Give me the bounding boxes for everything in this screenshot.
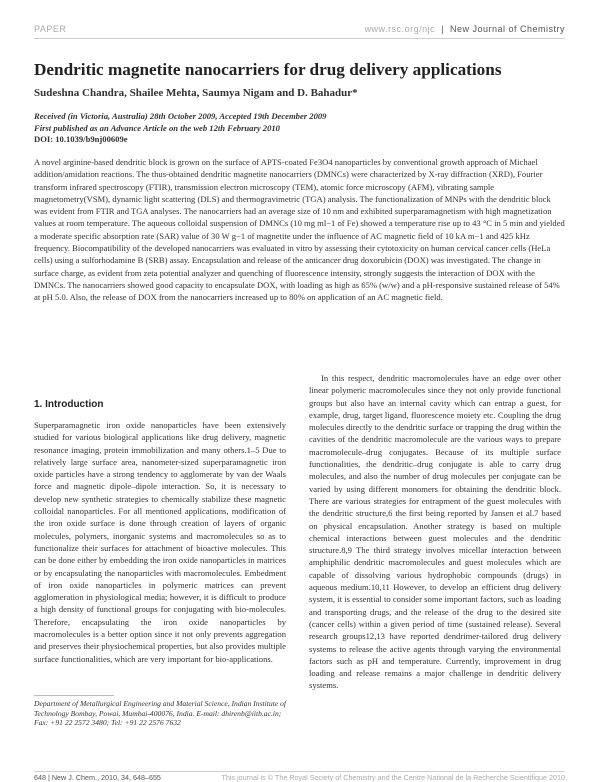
article-authors: Sudeshna Chandra, Shailee Mehta, Saumya Nigam and D. Bahadur* (34, 87, 358, 99)
article-dates (34, 111, 326, 146)
affiliation-footnote: Department of Metallurgical Engineering and Material Science, Indian Institute of Technology Bombay, Powai, Mumbai-400076, India. E-mail: dhirenb@iitb.ac.in; Fax: +91 22 2572 3480; Tel: +91 22 2576 7632 (34, 699, 286, 728)
header-rule (34, 38, 565, 39)
footer-rule (34, 771, 565, 772)
footnote-rule (34, 695, 114, 696)
abstract (34, 156, 566, 304)
published-date: First published as an Advance Article on the web 12th February 2010 (34, 122, 280, 133)
intro-left-column (34, 419, 286, 665)
journal-name: New Journal of Chemistry (449, 24, 565, 34)
abstract-text: A novel arginine-based dendritic block is grown on the surface of APTS-coated Fe3O4 nanoparticles by conventional growth approach of Michael addition/amidation reactions. The thus-obtained dendritic magnetite nanocarriers (DMNCs) were characterized by X-ray diffraction (XRD), Fourier transform infrared spectroscopy (FTIR), transmission electron microscopy (TEM), atomic force microscopy (AFM), vibrating sample magnetometry(VSM), dynamic light scattering (DLS) and thermogravimetric (TGA) analysis. The functionalization of MNPs with the dendritic block was evident from FTIR and TGA analyses. The nanocarriers had an average size of 10 nm and exhibited superparamagnetism with high magnetization values at room temperature. The aqueous colloidal suspension of DMNCs (10 mg ml−1 of Fe) showed a temperature rise up to 43 °C in 5 min and yielded a moderate specific absorption rate (SAR) value of 30 W g−1 of magnetite under the influence of AC magnetic field of 10 kA m−1 and 425 kHz frequency. Biocompatibility of the developed nanocarriers was evaluated in vitro by assessing their cytotoxicity on human cervical cancer cells (HeLa cells) using a sulforhodamine B (SRB) assay. Encapsulation and release of the anticancer drug doxorubicin (DOX) was investigated. The change in surface charge, as evident from zeta potential analyzer and quenching of fluorescence intensity, strongly suggests the interaction of DOX with the DMNCs. The nanocarriers showed good capacity to encapsulate DOX, with loading as high as 65% (w/w) and a pH-responsive sustained release of 54% at pH 5.0. Also, the release of DOX from the nanocarriers increased up to 80% on application of an AC magnetic field. (34, 157, 565, 303)
header-separator: | (441, 24, 444, 34)
article-title: Dendritic magnetite nanocarriers for drug delivery applications (34, 60, 502, 79)
received-date: Received (in Victoria, Australia) 28th October 2009, Accepted 19th December 2009 (34, 111, 327, 121)
citation: 648 | New J. Chem., 2010, 34, 648–655 (34, 773, 161, 782)
section-heading: 1. Introduction (34, 399, 104, 410)
journal-url[interactable]: www.rsc.org/njc (364, 24, 436, 34)
intro-right-column (309, 372, 561, 692)
doi[interactable]: DOI: 10.1039/b9nj00609e (34, 134, 128, 144)
journal-info (365, 24, 565, 34)
section-label: PAPER (34, 24, 67, 34)
intro-right-text: In this respect, dendritic macromolecules have an edge over other linear polymeric macromolecules since they not only provide functional groups but also have an internal cavity which can entrap a guest, for example, drug, target ligand, fluorescence moiety etc. Coupling the drug molecules directly to the dendritic surface or trapping the drug within the cavities of the dendritic macromolecule are the various ways to prepare macromolecule–drug conjugates. Because of its multiple surface functionalities, the dendritic–drug conjugate is able to carry drug molecules, and also the number of drug molecules per conjugate can be varied by using different monomers for obtaining the dendritic block. There are various strategies for entrapment of the guest molecules with the dendritic structure,6 the first being reported by Jansen et al.7 based on physical encapsulation. Another strategy is based on multiple chemical interactions between guest molecules and the dendritic structure.8,9 The third strategy involves micellar interaction between amphiphilic dendritic macromolecules and guest molecules which are capable of dissolving various hydrophobic compounds (drugs) in aqueous medium.10,11 However, to develop an efficient drug delivery system, it is essential to consider some important factors, such as loading and transporting drugs, and the release of the drug to the desired site (cancer cells) within a given period of time (sustained release). Several research groups12,13 have reported dendrimer-tailored drug delivery systems to release the active agents through varying the environmental factors such as pH and temperature. Currently, improvement in drug loading and release remains a major challenge in dendritic delivery systems. (309, 373, 561, 691)
intro-left-text: Superparamagnetic iron oxide nanoparticles have been extensively studied for various biological applications like drug delivery, magnetic resonance imaging, protein immobilization and many others.1–5 Due to relatively large surface area, nanometer-sized superparamagnetic iron oxide particles have a strong tendency to agglomerate by van der Waals force and magnetic dipole–dipole interaction. So, it is necessary to develop new synthetic strategies to chemically stabilize these magnetic colloidal nanoparticles. For all mentioned applications, modification of the iron oxide surface is done through creation of layers of organic molecules, polymers, inorganic systems and macromolecules so as to functionalize their surfaces for attachment of bioactive molecules. This can be done either by embedding the iron oxide nanoparticles in matrices or by encapsulating the nanoparticles with macromolecules. Embedment of iron oxide nanoparticles in polymeric matrices can prevent agglomeration in physiological media; however, it is difficult to produce a high density of functional groups for conjugating with bio-molecules. Therefore, encapsulating the iron oxide nanoparticles by macromolecules is a better option since it not only prevents aggregation and preserves their physiochemical properties, but also provides multiple surface functionalities, which are very important for bio-applications. (34, 420, 286, 664)
copyright: This journal is © The Royal Society of Chemistry and the Centre National de la Recherche Scientifique 2010 (221, 773, 565, 782)
